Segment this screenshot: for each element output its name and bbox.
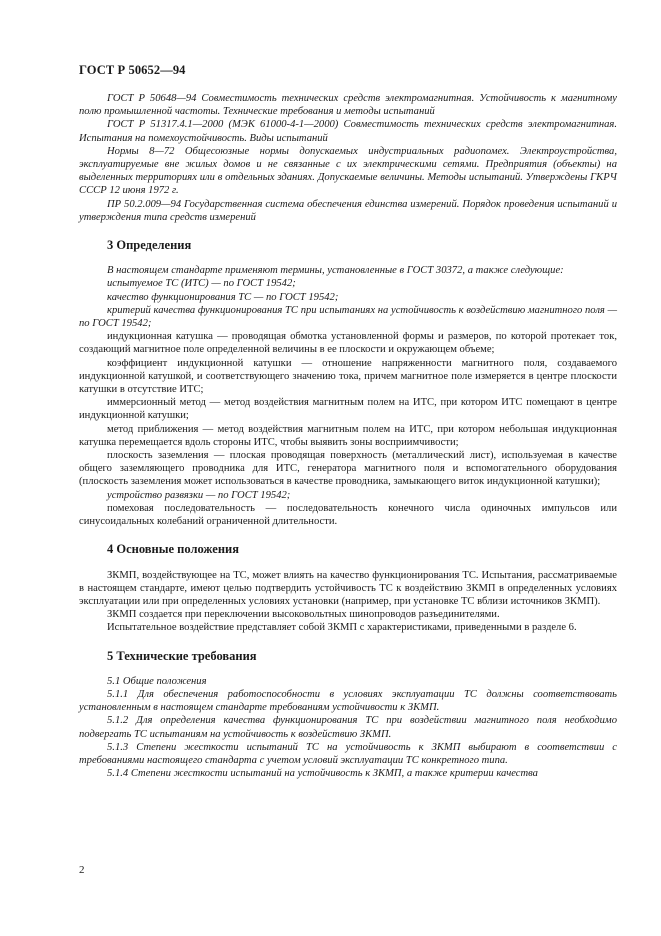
definition-item: критерий качества функционирования ТС при испытаниях на устойчивость к воздействию магнитного поля — по ГОСТ 19542;: [79, 304, 617, 330]
definition-item: помеховая последовательность — последовательность конечного числа одиночных импульсов или синусоидальных колебаний ограниченной длительности.: [79, 502, 617, 528]
reference-entry: ГОСТ Р 51317.4.1—2000 (МЭК 61000-4-1—2000) Совместимость технических средств электромагнитная. Испытания на помехоустойчивость. Виды испытаний: [79, 119, 617, 144]
clause: 5.1.2 Для определения качества функционирования ТС при воздействии магнитного поля необходимо подвергать ТС испытаниям на устойчивость к воздействию ЗКМП.: [79, 715, 617, 740]
section-3-heading: 3 Определения: [107, 238, 192, 253]
definition-item: коэффициент индукционной катушки — отношение напряженности магнитного поля, создаваемого индукционной катушкой, и соответствующего значению тока, причем магнитное поле измеряется в центре плоскости катушки в отсутствие ИТС;: [79, 357, 617, 396]
reference-entry: ПР 50.2.009—94 Государственная система обеспечения единства измерений. Порядок проведения испытаний и утверждения типа средств измерений: [79, 198, 617, 223]
page-number: 2: [79, 864, 85, 876]
clause: 5.1.4 Степени жесткости испытаний на устойчивость к ЗКМП, а также критерии качества: [107, 768, 538, 780]
definition-item: индукционная катушка — проводящая обмотка установленной формы и размеров, по которой протекает ток, создающий магнитное поле определенной величины в ее плоскости и окружающем объеме;: [79, 331, 617, 356]
definition-item: устройство развязки — по ГОСТ 19542;: [107, 489, 291, 501]
reference-entry: Нормы 8—72 Общесоюзные нормы допускаемых индустриальных радиопомех. Электроустройства, эксплуатируемые вне жилых домов и не связанные с их электрическими сетями. Предприятия (объекты) на выделенных территориях или в отдельных зданиях. Допускаемые величины. Методы испытаний. Утверждены ГКРЧ СССР 12 июня 1972 г.: [79, 145, 617, 197]
page-header: ГОСТ Р 50652—94: [79, 63, 186, 77]
definitions-intro: В настоящем стандарте применяют термины, установленные в ГОСТ 30372, а также следующие:: [107, 265, 564, 277]
subsection-heading: 5.1 Общие положения: [107, 675, 207, 687]
section-4-heading: 4 Основные положения: [107, 542, 240, 557]
document-body: [79, 92, 617, 780]
paragraph: ЗКМП, воздействующее на ТС, может влиять на качество функционирования ТС. Испытания, рассматриваемые в настоящем стандарте, имеют целью подтвердить устойчивость ТС к воздействию ЗКМП в определенных условиях эксплуатации или при определенных условиях установки (например, при установке ТС вблизи источников ЗКМП).: [79, 569, 617, 607]
definition-item: иммерсионный метод — метод воздействия магнитным полем на ИТС, при котором ИТС помещают в центре индукционной катушки;: [79, 397, 617, 422]
definition-item: плоскость заземления — плоская проводящая поверхность (металлический лист), используемая в качестве общего заземляющего проводника для ИТС, генератора магнитного поля и вспомогательного оборудования (плоскость заземления может использоваться в качестве проводника, замыкающего виток индукционной катушки);: [79, 450, 617, 488]
reference-entry: ГОСТ Р 50648—94 Совместимость технических средств электромагнитная. Устойчивость к магнитному полю промышленной частоты. Технические требования и методы испытаний: [79, 93, 617, 118]
definition-item: качество функционирования ТС — по ГОСТ 19542;: [107, 291, 339, 303]
clause: 5.1.3 Степени жесткости испытаний ТС на устойчивость к ЗКМП выбирают в соответствии с требованиями настоящего стандарта с учетом условий эксплуатации ТС конкретного типа.: [79, 741, 617, 766]
definition-item: испытуемое ТС (ИТС) — по ГОСТ 19542;: [107, 278, 296, 290]
paragraph: ЗКМП создается при переключении высоковольтных шинопроводов разъединителями.: [107, 609, 500, 621]
definition-item: метод приближения — метод воздействия магнитным полем на ИТС, при котором небольшая индукционная катушка перемещается вдоль стороны ИТС, чтобы выявить зоны восприимчивости;: [79, 423, 617, 448]
clause: 5.1.1 Для обеспечения работоспособности в условиях эксплуатации ТС должны соответствовать установленным в настоящем стандарте требованиям устойчивости к ЗКМП.: [79, 688, 617, 714]
section-5-heading: 5 Технические требования: [107, 648, 257, 663]
paragraph: Испытательное воздействие представляет собой ЗКМП с характеристиками, приведенными в разделе 6.: [107, 622, 577, 634]
